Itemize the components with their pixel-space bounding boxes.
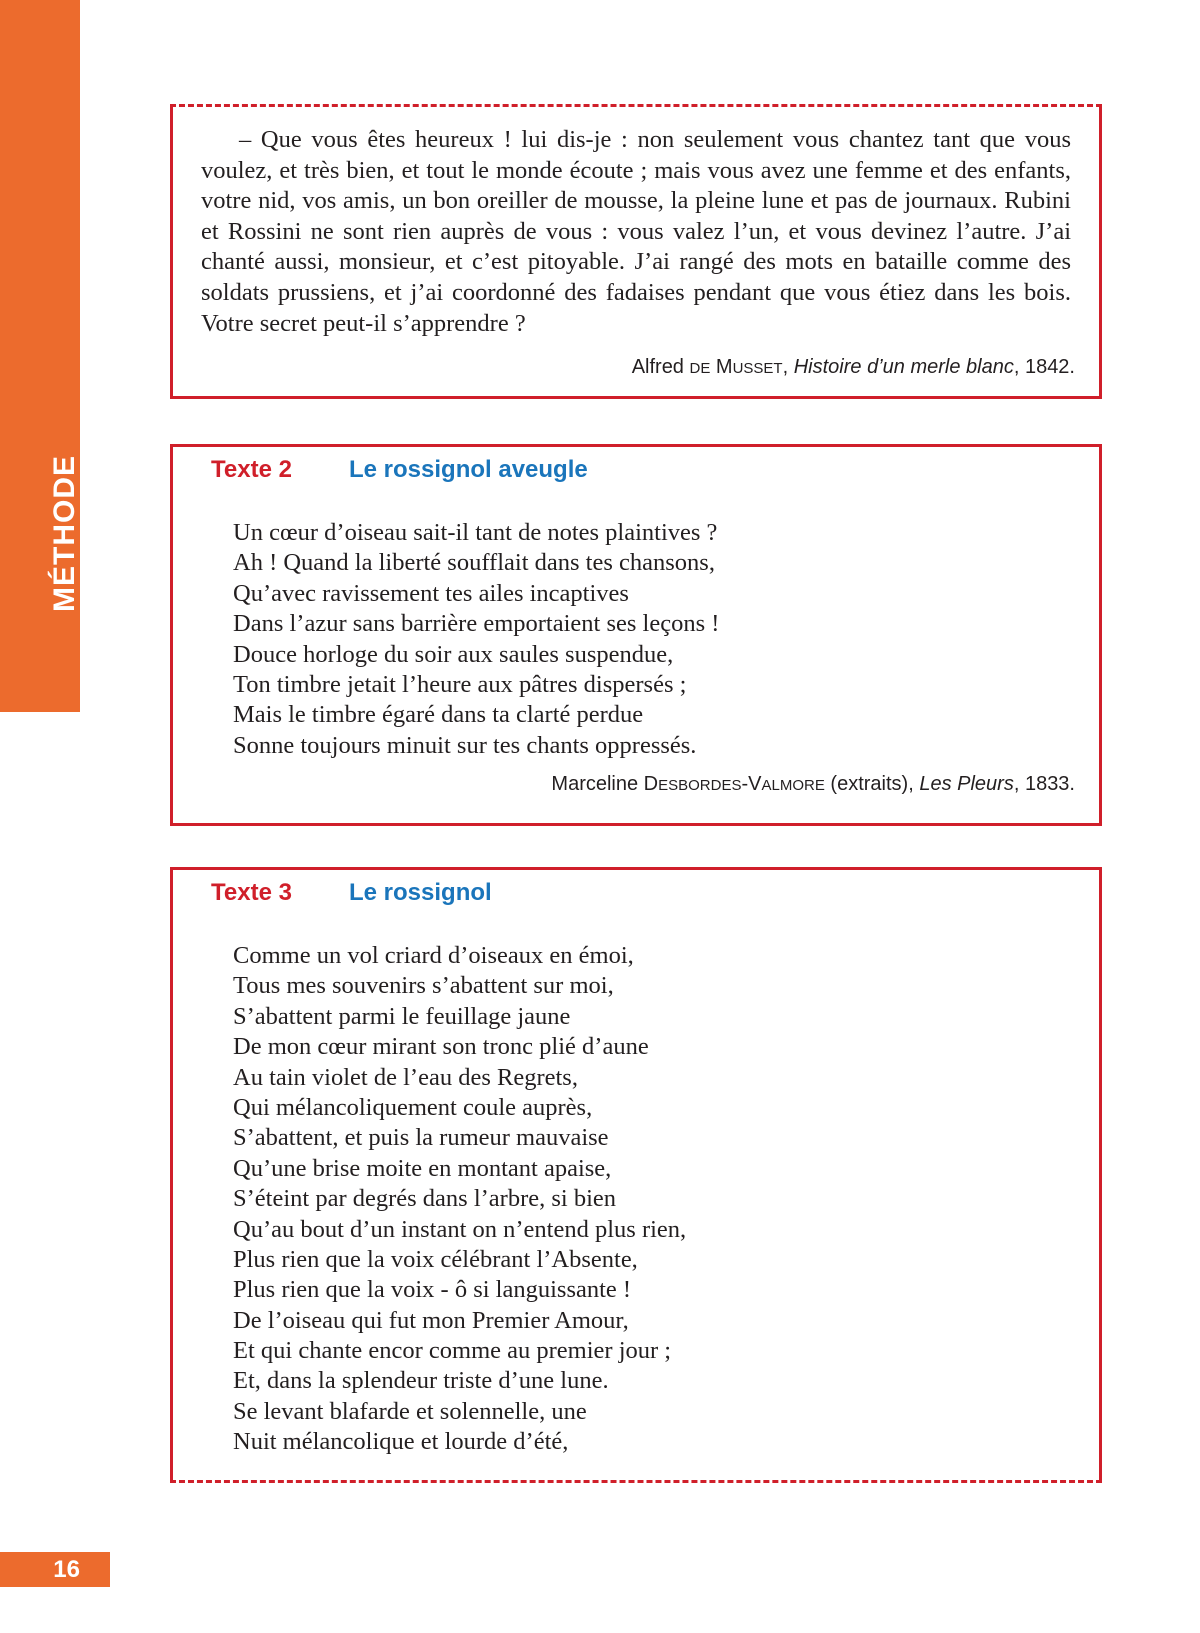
text3-poem <box>233 941 686 1458</box>
author-last-2-initial: V <box>748 773 762 795</box>
poem-line: Douce horloge du soir aux saules suspendue, <box>233 640 674 668</box>
text3-box <box>170 867 1102 1483</box>
poem-line: Comme un vol criard d’oiseaux en émoi, <box>233 942 634 969</box>
poem-line: Qu’une brise moite en montant apaise, <box>233 1154 612 1182</box>
poem-line: Tous mes souvenirs s’abattent sur moi, <box>233 972 614 1000</box>
poem-line: Plus rien que la voix célébrant l’Absente, <box>233 1245 638 1273</box>
poem-line: Mais le timbre égaré dans ta clarté perdue <box>233 701 644 729</box>
author-last-2-rest: ALMORE <box>761 777 825 794</box>
poem-line: Nuit mélancolique et lourde d’été, <box>233 1428 569 1456</box>
poem-line: Ton timbre jetait l’heure aux pâtres dispersés ; <box>233 670 687 698</box>
poem-line: Sonne toujours minuit sur tes chants oppressés. <box>233 731 697 759</box>
hyphen: - <box>741 773 749 795</box>
poem-line: Et, dans la splendeur triste d’une lune. <box>233 1367 609 1395</box>
text2-heading <box>211 455 588 485</box>
note: (extraits), <box>824 773 914 795</box>
text3-heading <box>211 878 492 908</box>
text1-source <box>632 355 1075 381</box>
text2-source <box>551 772 1075 798</box>
poem-line: S’abattent parmi le feuillage jaune <box>233 1002 571 1030</box>
section-label: MÉTHODE <box>48 455 81 612</box>
author-first: Alfred <box>631 356 684 378</box>
text2-box <box>170 444 1102 826</box>
page-number: 16 <box>0 1552 110 1587</box>
author-last-initial: M <box>715 356 733 378</box>
work-title: Histoire d’un merle blanc <box>793 356 1014 378</box>
poem-line: Dans l’azur sans barrière emportaient ses leçons ! <box>233 610 720 638</box>
poem-line: Un cœur d’oiseau sait-il tant de notes plaintives ? <box>233 519 718 546</box>
poem-line: S’éteint par degrés dans l’arbre, si bien <box>233 1185 617 1213</box>
text3-title: Le rossignol <box>349 879 492 906</box>
year: , 1842. <box>1013 356 1075 378</box>
poem-line: S’abattent, et puis la rumeur mauvaise <box>233 1124 609 1152</box>
text3-number: Texte 3 <box>211 879 292 906</box>
author-particle: DE <box>689 360 711 377</box>
work-title: Les Pleurs <box>919 773 1014 795</box>
text1-excerpt-box <box>170 104 1102 399</box>
section-side-tab <box>0 0 80 712</box>
poem-line: Se levant blafarde et solennelle, une <box>233 1397 587 1425</box>
text2-number: Texte 2 <box>211 456 292 483</box>
text1-prose <box>201 125 1071 339</box>
text2-poem <box>233 518 719 761</box>
author-last-rest: USSET <box>732 360 783 377</box>
text2-title: Le rossignol aveugle <box>349 456 588 483</box>
poem-line: Plus rien que la voix - ô si languissante ! <box>233 1276 632 1304</box>
author-last-1-rest: ESBORDES <box>658 777 742 794</box>
text1-paragraph: – Que vous êtes heureux ! lui dis-je : non seulement vous chantez tant que vous voulez, et très bien, et tout le monde écoute ; mais vous avez une femme et des enfants, votre nid, vos amis, un bon oreiller de mousse, la pleine lune et pas de journaux. Rubini et Rossini ne sont rien auprès de vous : vous valez l’un, et vous devinez l’autre. J’ai chanté aussi, monsieur, et c’est pitoyable. J’ai rangé des mots en bataille comme des soldats prussiens, et j’ai coordonné des fadaises pendant que vous étiez dans les bois. Votre secret peut-il s’apprendre ? <box>201 126 1071 337</box>
poem-line: Qu’avec ravissement tes ailes incaptives <box>233 579 629 607</box>
year: , 1833. <box>1013 773 1075 795</box>
author-last-1-initial: D <box>643 773 659 795</box>
poem-line: Qui mélancoliquement coule auprès, <box>233 1093 593 1121</box>
poem-line: Ah ! Quand la liberté soufflait dans tes chansons, <box>233 549 715 577</box>
poem-line: De mon cœur mirant son tronc plié d’aune <box>233 1033 649 1061</box>
author-first: Marceline <box>551 773 639 795</box>
separator: , <box>782 356 789 378</box>
poem-line: Qu’au bout d’un instant on n’entend plus rien, <box>233 1215 687 1243</box>
poem-line: De l’oiseau qui fut mon Premier Amour, <box>233 1306 629 1334</box>
poem-line: Au tain violet de l’eau des Regrets, <box>233 1063 578 1091</box>
poem-line: Et qui chante encor comme au premier jour ; <box>233 1337 672 1365</box>
